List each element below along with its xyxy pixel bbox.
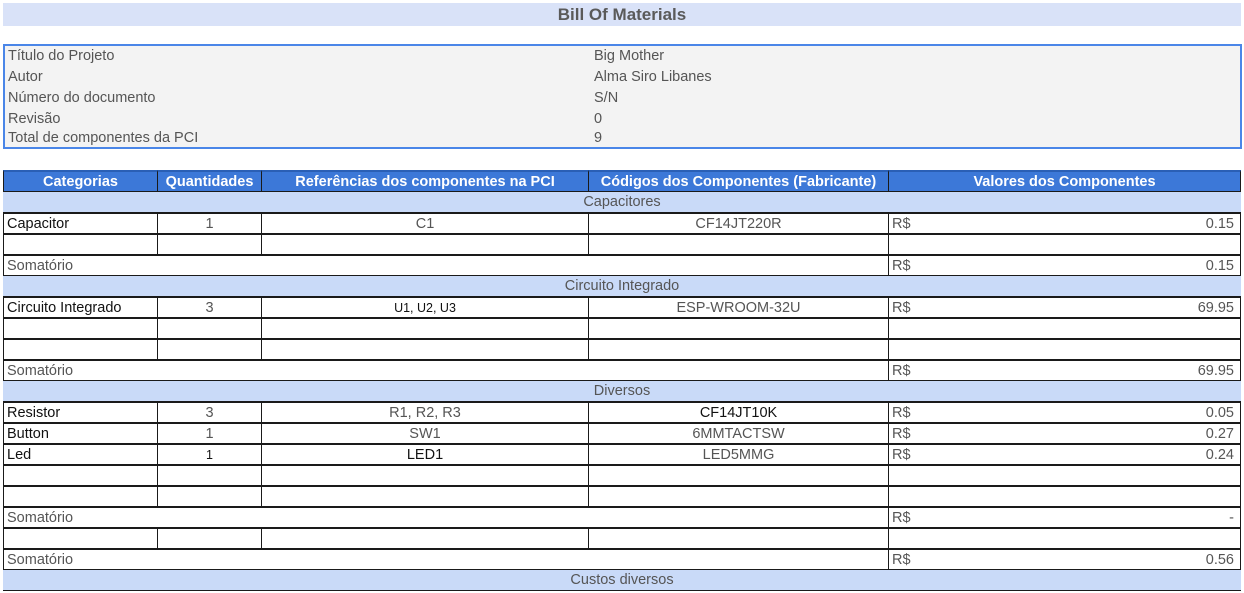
empty-cell[interactable]: [588, 528, 889, 549]
cell-quantidade[interactable]: 1: [157, 213, 262, 234]
info-label-revision: Revisão: [8, 111, 61, 127]
section-row-circuito: [0, 276, 1244, 297]
section-title-circuito: Circuito Integrado: [3, 276, 1241, 297]
cell-categoria[interactable]: Resistor: [3, 402, 158, 423]
table-row: [0, 444, 1244, 465]
empty-cell[interactable]: [588, 339, 889, 360]
info-label-doc-number: Número do documento: [8, 90, 156, 106]
cell-quantidade[interactable]: 1: [157, 423, 262, 444]
table-row-empty: [0, 234, 1244, 255]
empty-cell[interactable]: [888, 465, 1241, 486]
info-label-total-components: Total de componentes da PCI: [8, 130, 199, 146]
subtotal-value[interactable]: 69.95: [947, 360, 1241, 381]
table-row-empty: [0, 528, 1244, 549]
cell-categoria[interactable]: Capacitor: [3, 213, 158, 234]
empty-cell[interactable]: [261, 465, 589, 486]
table-row: [0, 423, 1244, 444]
table-header-row: [0, 170, 1244, 192]
subtotal-row-circuito: [0, 360, 1244, 381]
subtotal-label: Somatório: [3, 255, 889, 276]
table-row-empty: [0, 465, 1244, 486]
header-quantidades[interactable]: Quantidades: [157, 170, 262, 192]
cell-currency: R$: [888, 423, 948, 444]
subtotal-row-diversos: [0, 507, 1244, 528]
cell-valor[interactable]: 0.27: [947, 423, 1241, 444]
table-row: [0, 402, 1244, 423]
section-row-capacitores: [0, 192, 1244, 213]
cell-categoria[interactable]: Led: [3, 444, 158, 465]
empty-cell[interactable]: [157, 318, 262, 339]
empty-cell[interactable]: [157, 528, 262, 549]
empty-cell[interactable]: [588, 486, 889, 507]
info-value-revision[interactable]: 0: [594, 111, 603, 127]
cell-currency: R$: [888, 507, 948, 528]
empty-cell[interactable]: [261, 318, 589, 339]
header-categorias[interactable]: Categorias: [3, 170, 158, 192]
cell-quantidade[interactable]: 3: [157, 402, 262, 423]
project-info-box: [3, 44, 1242, 149]
cell-currency: R$: [888, 549, 948, 570]
empty-cell[interactable]: [157, 465, 262, 486]
title-row: [0, 3, 1244, 26]
empty-cell[interactable]: [888, 486, 1241, 507]
info-value-author[interactable]: Alma Siro Libanes: [594, 69, 712, 85]
total-value[interactable]: 0.56: [947, 549, 1241, 570]
empty-cell[interactable]: [157, 234, 262, 255]
empty-cell[interactable]: [3, 528, 158, 549]
cell-valor[interactable]: 0.15: [947, 213, 1241, 234]
header-codigos[interactable]: Códigos dos Componentes (Fabricante): [588, 170, 889, 192]
empty-cell[interactable]: [3, 318, 158, 339]
empty-cell[interactable]: [888, 318, 1241, 339]
subtotal-row-capacitores: [0, 255, 1244, 276]
empty-cell[interactable]: [261, 528, 589, 549]
cell-referencias[interactable]: SW1: [261, 423, 589, 444]
section-row-custos: [0, 570, 1244, 591]
empty-cell[interactable]: [3, 486, 158, 507]
empty-cell[interactable]: [261, 234, 589, 255]
cell-referencias[interactable]: C1: [261, 213, 589, 234]
cell-codigo[interactable]: LED5MMG: [588, 444, 889, 465]
info-value-doc-number[interactable]: S/N: [594, 90, 619, 106]
cell-codigo[interactable]: 6MMTACTSW: [588, 423, 889, 444]
empty-cell[interactable]: [157, 339, 262, 360]
cell-categoria[interactable]: Circuito Integrado: [3, 297, 158, 318]
subtotal-value[interactable]: -: [947, 507, 1241, 528]
empty-cell[interactable]: [888, 234, 1241, 255]
cell-referencias[interactable]: LED1: [261, 444, 589, 465]
section-title-custos: Custos diversos: [3, 570, 1241, 591]
section-title-diversos: Diversos: [3, 381, 1241, 402]
empty-cell[interactable]: [888, 528, 1241, 549]
cell-currency: R$: [888, 402, 948, 423]
subtotal-label: Somatório: [3, 360, 889, 381]
cell-quantidade[interactable]: 1: [157, 444, 262, 465]
section-row-diversos: [0, 381, 1244, 402]
cell-currency: R$: [888, 255, 948, 276]
empty-cell[interactable]: [3, 339, 158, 360]
cell-valor[interactable]: 0.24: [947, 444, 1241, 465]
cell-currency: R$: [888, 360, 948, 381]
cell-categoria[interactable]: Button: [3, 423, 158, 444]
cell-quantidade[interactable]: 3: [157, 297, 262, 318]
info-label-author: Autor: [8, 69, 43, 85]
cell-currency: R$: [888, 213, 948, 234]
cell-currency: R$: [888, 297, 948, 318]
empty-cell[interactable]: [261, 339, 589, 360]
total-label: Somatório: [3, 549, 889, 570]
info-value-project-title[interactable]: Big Mother: [594, 48, 665, 64]
empty-cell[interactable]: [157, 486, 262, 507]
empty-cell[interactable]: [588, 318, 889, 339]
subtotal-value[interactable]: 0.15: [947, 255, 1241, 276]
page-title: Bill Of Materials: [3, 3, 1241, 26]
info-value-total-components[interactable]: 9: [594, 130, 603, 146]
cell-referencias[interactable]: R1, R2, R3: [261, 402, 589, 423]
cell-valor[interactable]: 0.05: [947, 402, 1241, 423]
subtotal-label: Somatório: [3, 507, 889, 528]
empty-cell[interactable]: [588, 465, 889, 486]
empty-cell[interactable]: [261, 486, 589, 507]
cell-codigo[interactable]: ESP-WROOM-32U: [588, 297, 889, 318]
cell-valor[interactable]: 69.95: [947, 297, 1241, 318]
empty-cell[interactable]: [3, 234, 158, 255]
table-row-empty: [0, 318, 1244, 339]
empty-cell[interactable]: [3, 465, 158, 486]
header-referencias[interactable]: Referências dos componentes na PCI: [261, 170, 589, 192]
empty-cell[interactable]: [888, 339, 1241, 360]
header-valores[interactable]: Valores dos Componentes: [888, 170, 1241, 192]
table-row-empty: [0, 339, 1244, 360]
empty-cell[interactable]: [588, 234, 889, 255]
table-row: [0, 213, 1244, 234]
info-label-project-title: Título do Projeto: [8, 48, 115, 64]
cell-codigo[interactable]: CF14JT220R: [588, 213, 889, 234]
cell-currency: R$: [888, 444, 948, 465]
table-row: [0, 297, 1244, 318]
table-row-empty: [0, 486, 1244, 507]
section-title-capacitores: Capacitores: [3, 192, 1241, 213]
total-row: [0, 549, 1244, 570]
cell-referencias[interactable]: U1, U2, U3: [261, 297, 589, 318]
cell-codigo[interactable]: CF14JT10K: [588, 402, 889, 423]
